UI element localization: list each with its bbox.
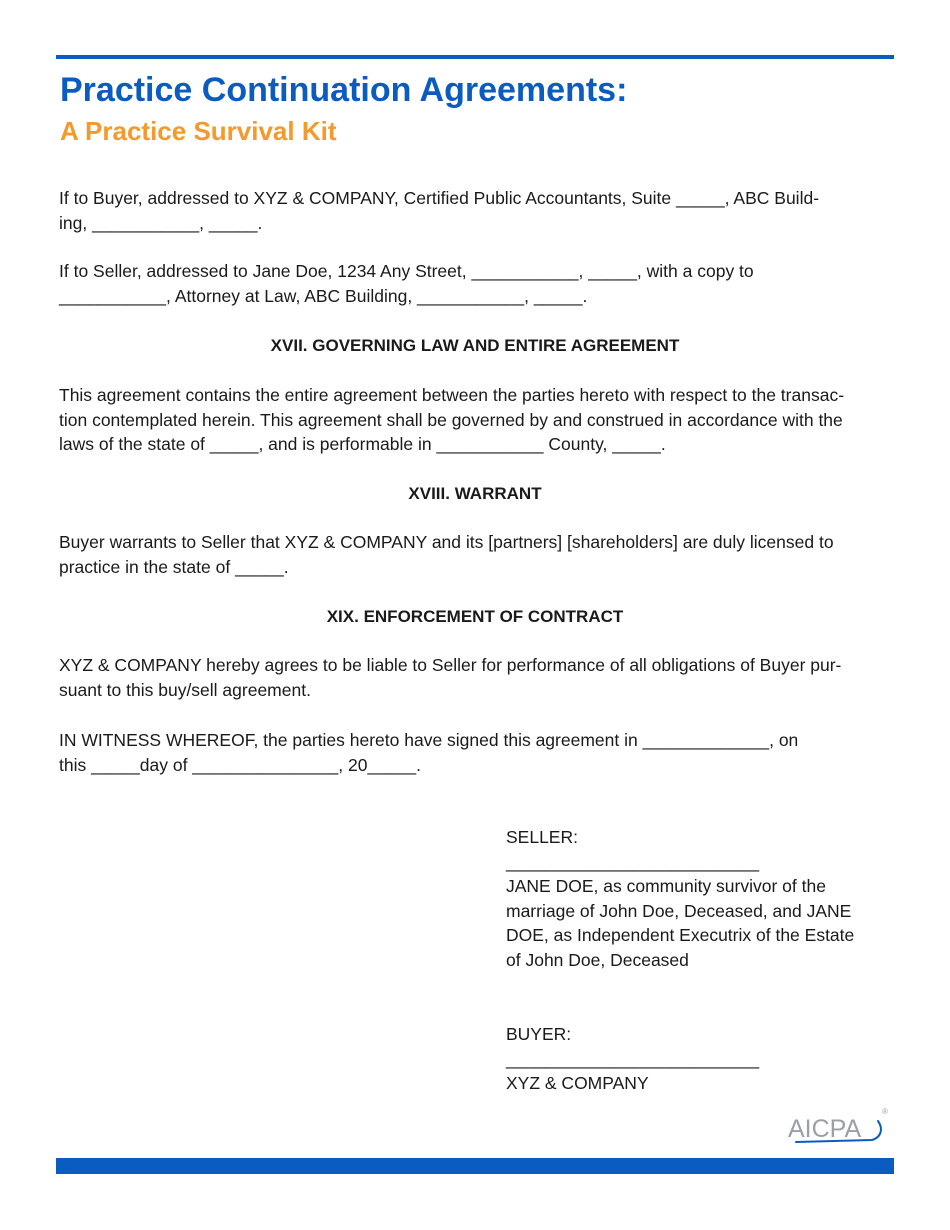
buyer-signature-block (506, 1022, 891, 1096)
paragraph-line: suant to this buy/sell agreement. (59, 679, 311, 700)
paragraph-line: practice in the state of _____. (59, 556, 289, 577)
enforcement-paragraph (59, 653, 891, 702)
aicpa-logo-graphic (780, 1104, 890, 1148)
paragraph-line: Buyer warrants to Seller that XYZ & COMPANY and its [partners] [shareholders] are duly licensed to (59, 532, 834, 552)
paragraph-line: this _____day of _______________, 20_____. (59, 754, 421, 775)
seller-description-line: DOE, as Independent Executrix of the Estate (506, 925, 855, 945)
logo-wordmark: AICPA (788, 1115, 862, 1143)
buyer-notice (59, 186, 891, 235)
paragraph-line: XYZ & COMPANY hereby agrees to be liable to Seller for performance of all obligations of Buyer pur- (59, 655, 842, 675)
governing-law-paragraph (59, 383, 891, 457)
top-rule (56, 55, 894, 59)
seller-label: SELLER: (506, 827, 578, 847)
buyer-label: BUYER: (506, 1024, 572, 1044)
section-heading-governing-law: XVII. GOVERNING LAW AND ENTIRE AGREEMENT (270, 336, 680, 355)
paragraph-line: IN WITNESS WHEREOF, the parties hereto have signed this agreement in _____________, on (59, 730, 799, 750)
section-heading-warrant: XVIII. WARRANT (408, 484, 542, 503)
aicpa-logo (780, 1104, 890, 1148)
paragraph-line: laws of the state of _____, and is performable in ___________ County, _____. (59, 434, 666, 454)
buyer-name: XYZ & COMPANY (506, 1073, 649, 1093)
warrant-paragraph (59, 530, 891, 579)
seller-description-line: of John Doe, Deceased (506, 949, 689, 970)
page-title: Practice Continuation Agreements: (60, 71, 628, 109)
buyer-signature-line: __________________________ (506, 1048, 760, 1069)
seller-signature-block (506, 825, 891, 972)
page-subtitle: A Practice Survival Kit (60, 116, 337, 146)
section-heading-enforcement: XIX. ENFORCEMENT OF CONTRACT (326, 607, 624, 626)
footer-bar (56, 1158, 894, 1174)
witness-paragraph (59, 728, 891, 777)
seller-notice-line: If to Seller, addressed to Jane Doe, 1234 Any Street, ___________, _____, with a copy to (59, 261, 754, 281)
buyer-notice-line: ing, ___________, _____. (59, 212, 263, 233)
seller-description-line: JANE DOE, as community survivor of the (506, 876, 826, 896)
paragraph-line: tion contemplated herein. This agreement shall be governed by and construed in accordance with the (59, 409, 843, 430)
seller-notice-line: ___________, Attorney at Law, ABC Building, ___________, _____. (59, 285, 588, 306)
seller-description-line: marriage of John Doe, Deceased, and JANE (506, 900, 852, 921)
registered-mark: ® (882, 1107, 888, 1116)
seller-notice (59, 259, 891, 308)
paragraph-line: This agreement contains the entire agreement between the parties hereto with respect to the transac- (59, 385, 845, 405)
seller-signature-line: __________________________ (506, 851, 760, 872)
buyer-notice-line: If to Buyer, addressed to XYZ & COMPANY, Certified Public Accountants, Suite _____, ABC Build- (59, 188, 820, 208)
